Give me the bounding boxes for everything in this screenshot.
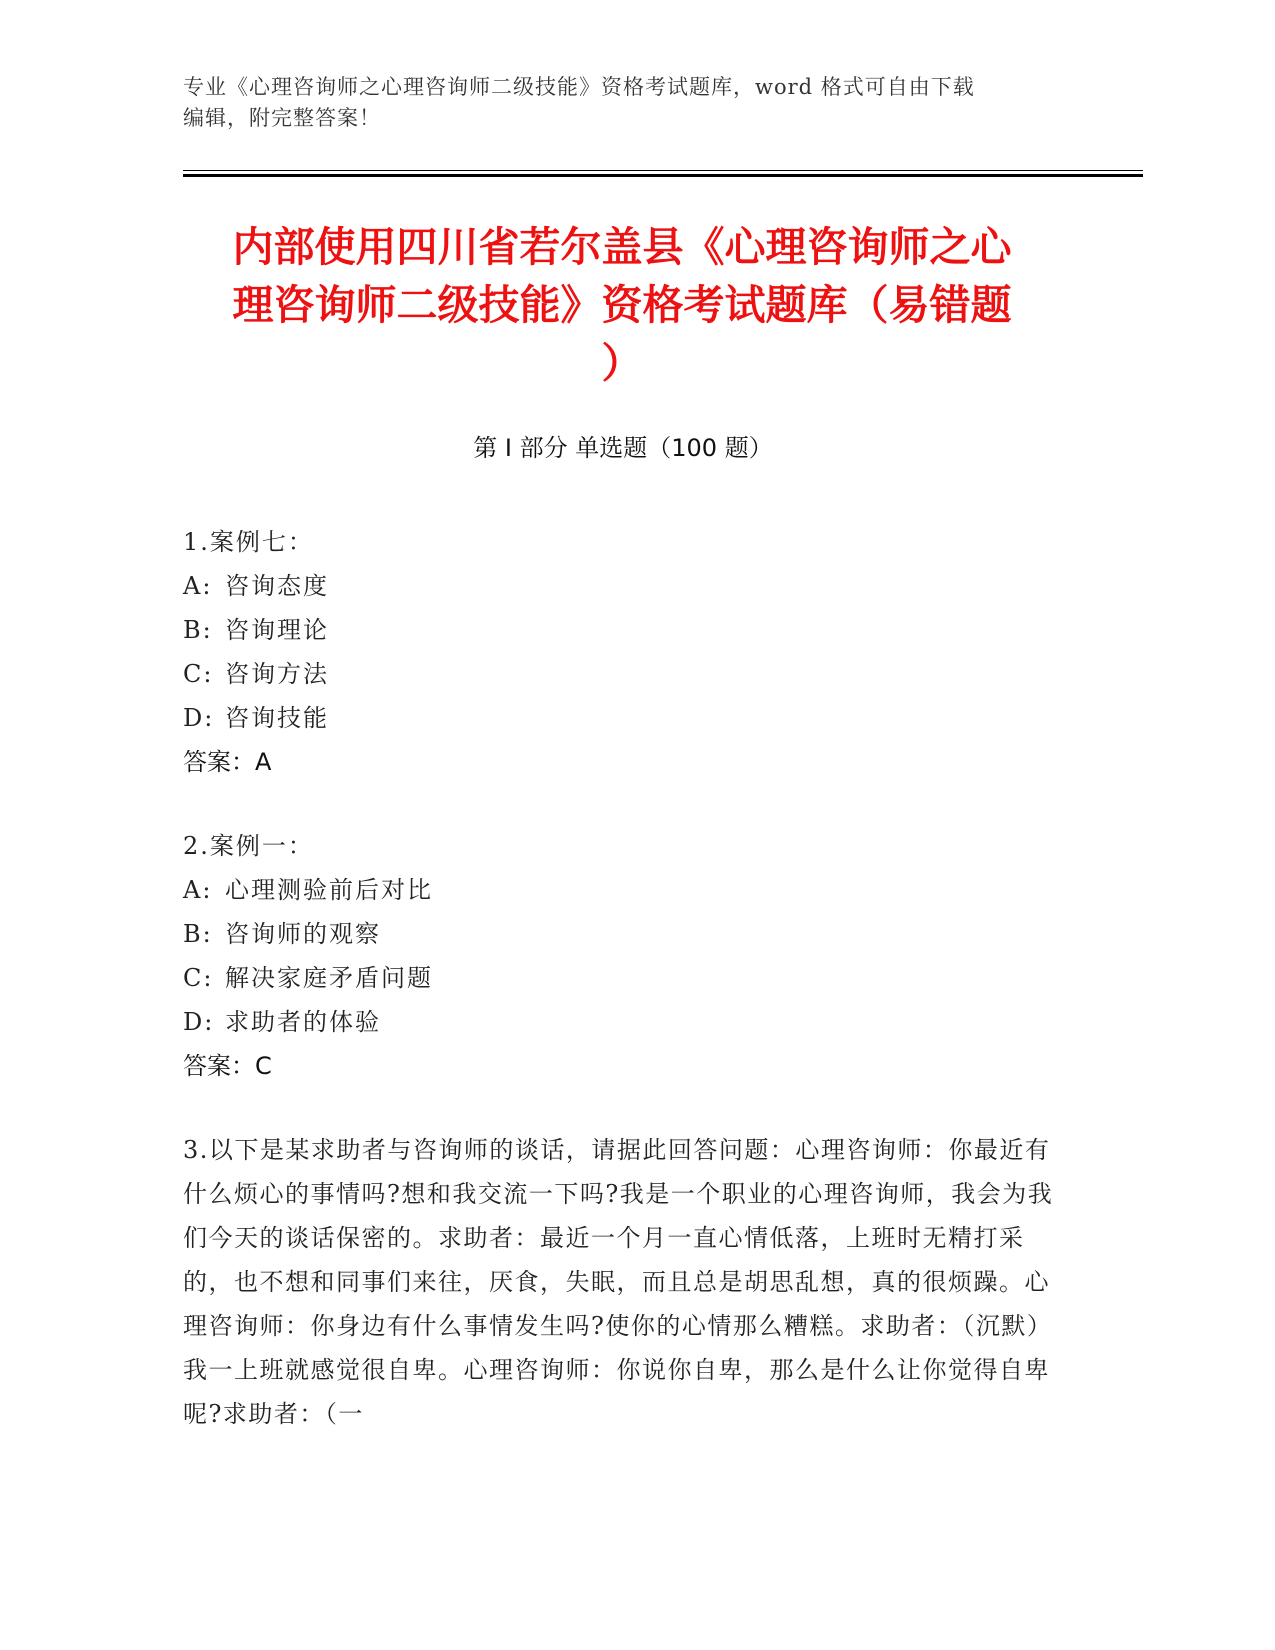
question-2-answer: 答案：C [183,1052,272,1080]
option-letter: C: [183,660,214,688]
option-text: 咨询技能 [225,704,329,732]
option-text: 咨询态度 [225,572,329,600]
option-text: 心理测验前后对比 [225,876,433,904]
question-1-option-a [183,564,1063,608]
question-1-option-b [183,608,1063,652]
question-1-stem: 1.案例七： [183,528,314,556]
title-line-1: 内部使用四川省若尔盖县《心理咨询师之心 [232,223,1012,271]
title-line-2: 理咨询师二级技能》资格考试题库（易错题 [232,281,1012,329]
question-list [183,520,1063,1476]
header-divider-thin [183,170,1143,171]
page-header [183,72,1063,134]
option-letter: A: [183,572,213,600]
question-2-stem: 2.案例一： [183,832,314,860]
option-letter: A: [183,876,213,904]
option-letter: D: [183,1008,215,1036]
option-text: 咨询师的观察 [225,920,381,948]
question-2 [183,824,1063,1088]
question-1-option-c [183,652,1063,696]
title-line-3: ） [601,339,643,387]
question-2-option-b [183,912,1063,956]
option-letter: B: [183,920,213,948]
question-2-option-d [183,1000,1063,1044]
option-letter: C: [183,964,214,992]
document-title [183,218,1061,392]
header-line-2: 编辑，附完整答案！ [183,106,381,130]
option-letter: D: [183,704,215,732]
header-line-1: 专业《心理咨询师之心理咨询师二级技能》资格考试题库，word 格式可自由下载 [183,75,975,99]
option-text: 咨询理论 [225,616,329,644]
question-2-option-a [183,868,1063,912]
question-1-option-d [183,696,1063,740]
question-3-stem: 3.以下是某求助者与咨询师的谈话，请据此回答问题：心理咨询师：你最近有什么烦心的事情吗?想和我交流一下吗?我是一个职业的心理咨询师，我会为我们今天的谈话保密的。求助者：最近一个月一直心情低落，上班时无精打采的，也不想和同事们来往，厌食，失眠，而且总是胡思乱想，真的很烦躁。心理咨询师：你身边有什么事情发生吗?使你的心情那么糟糕。求助者：（沉默）我一上班就感觉很自卑。心理咨询师：你说你自卑，那么是什么让你觉得自卑呢?求助者：（一 [183,1136,1054,1428]
option-text: 求助者的体验 [225,1008,381,1036]
option-letter: B: [183,616,213,644]
option-text: 咨询方法 [225,660,329,688]
section-heading: 第 I 部分 单选题（100 题） [473,434,773,462]
header-divider-thick [183,174,1143,177]
question-2-option-c [183,956,1063,1000]
question-1 [183,520,1063,784]
option-text: 解决家庭矛盾问题 [225,964,433,992]
question-3 [183,1128,1063,1436]
question-1-answer: 答案：A [183,748,272,776]
